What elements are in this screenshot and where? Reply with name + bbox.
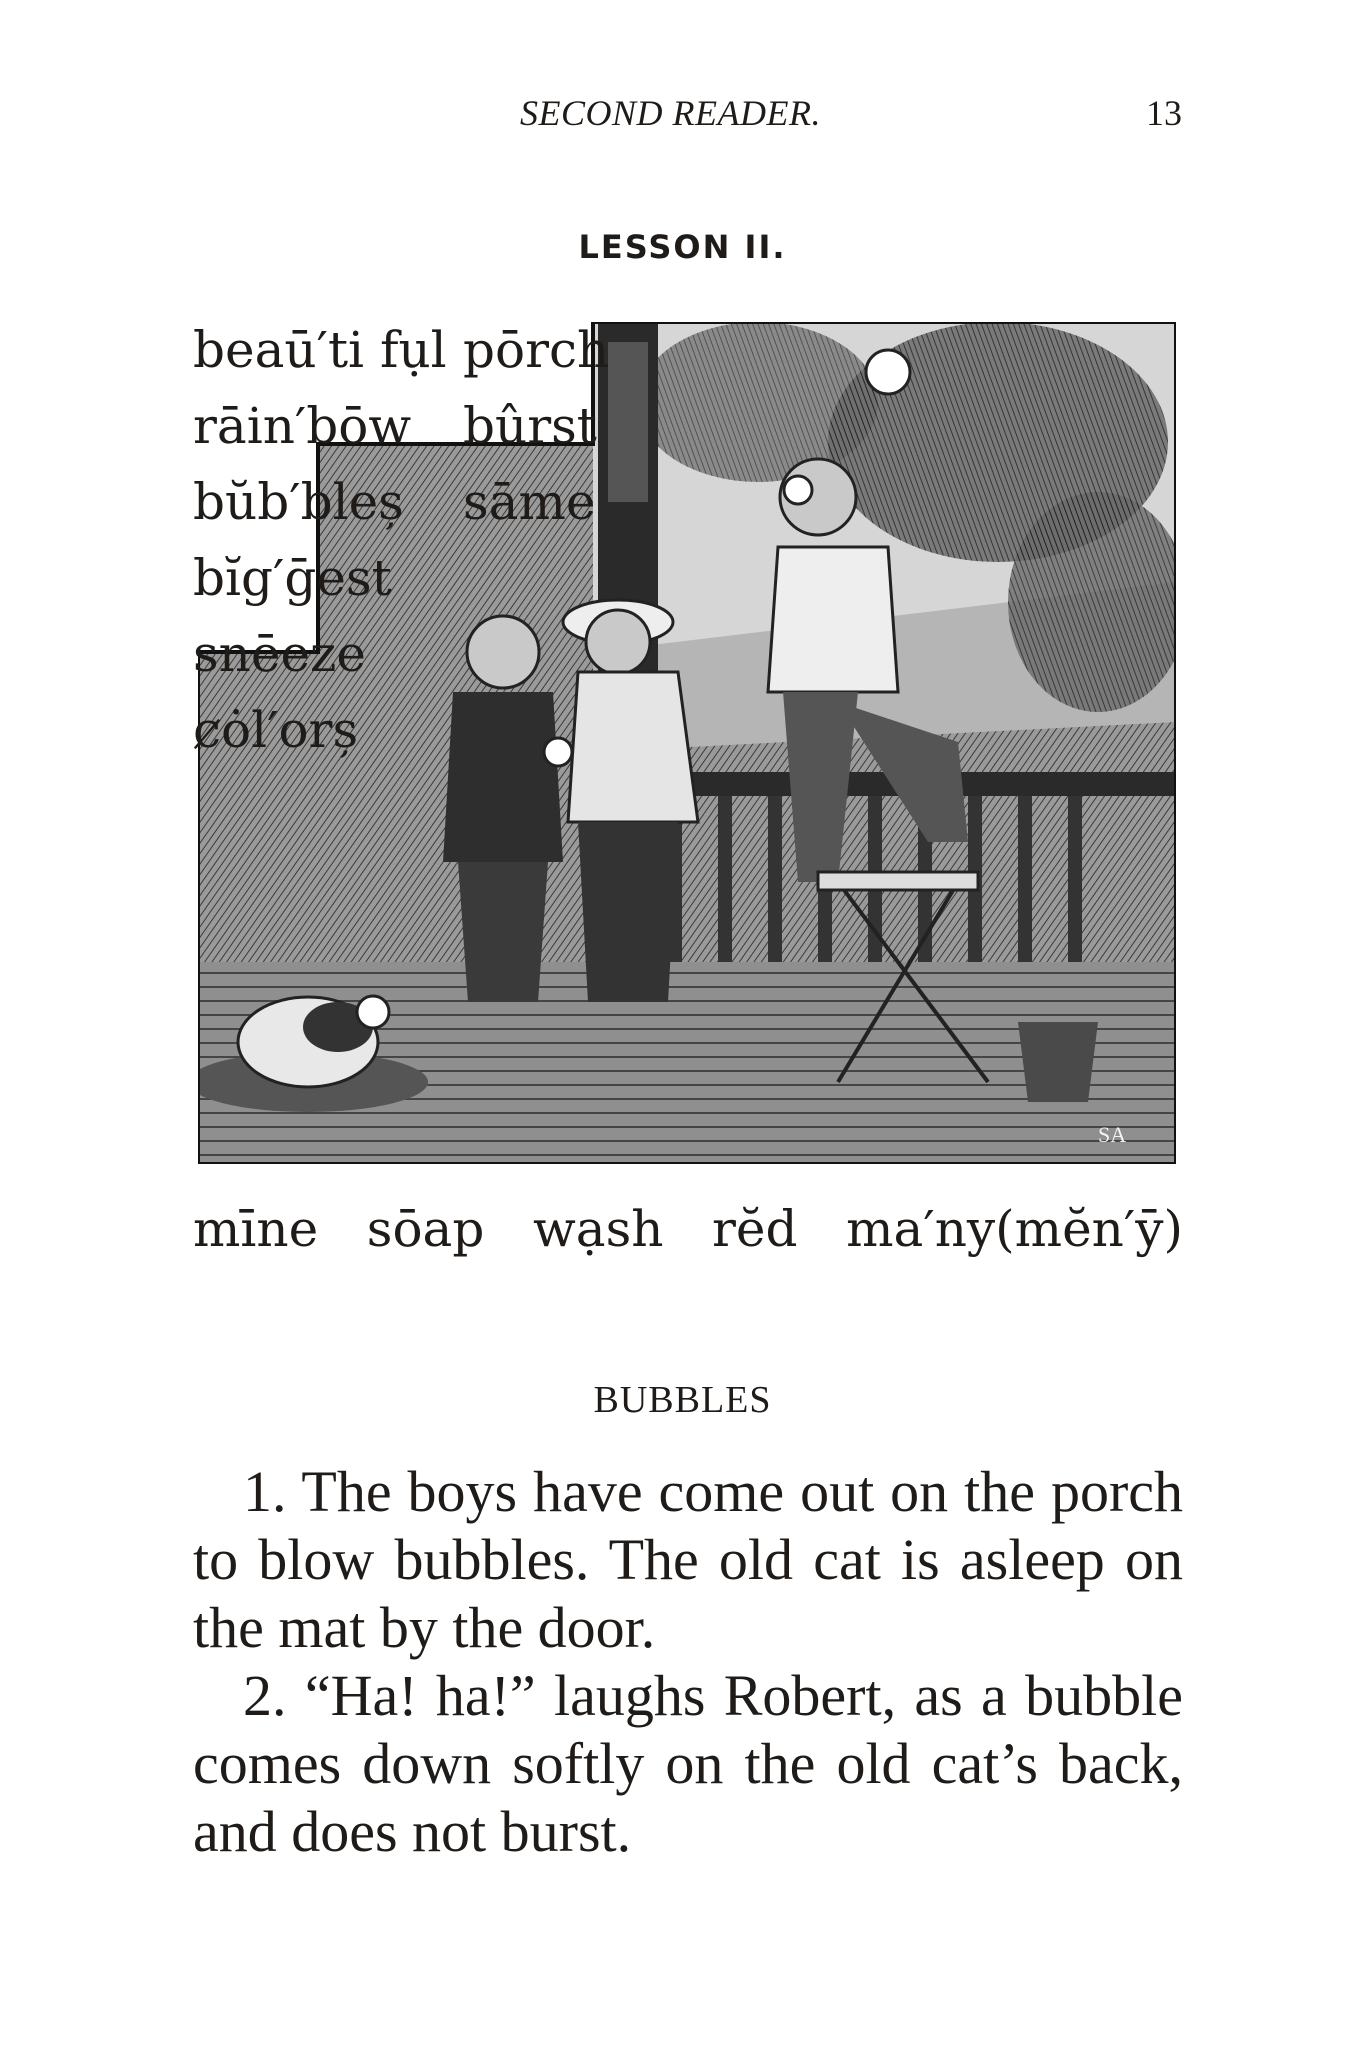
running-title: SECOND READER. — [520, 93, 821, 133]
vocab-word: wạsh — [532, 1200, 664, 1258]
vocab-word: beaū′ti fụl — [193, 321, 447, 379]
vocab-row — [193, 312, 610, 388]
vocab-row — [193, 388, 597, 464]
vocab-row — [193, 692, 447, 768]
vocab-row — [193, 616, 447, 692]
vocabulary-list-top — [193, 312, 610, 768]
running-head — [0, 92, 1365, 142]
story-body — [193, 1458, 1183, 1866]
vocab-word: bûrst — [463, 397, 597, 455]
vocabulary-list-bottom — [193, 1200, 1183, 1258]
story-paragraph: 2. “Ha! ha!” laughs Robert, as a bubble comes down softly on the old cat’s back, and does not burst. — [193, 1663, 1183, 1864]
vocab-word: snēeze — [193, 625, 366, 683]
story-title: BUBBLES — [593, 1379, 772, 1421]
artist-signature: SA — [1098, 1122, 1127, 1147]
vocab-word: ȼȯl′orș — [193, 701, 359, 759]
vocab-word: rāin′bōw — [193, 397, 412, 455]
page-number: 13 — [1146, 93, 1182, 133]
vocab-word: sāme — [463, 473, 596, 531]
vocab-word: sōap — [366, 1200, 485, 1258]
vocab-word: pōrch — [463, 321, 610, 379]
vocab-word: rĕd — [712, 1200, 798, 1258]
vocab-word: bŭb′bleș — [193, 473, 404, 531]
plant-pot — [1018, 1022, 1098, 1102]
vocab-row — [193, 464, 596, 540]
vocab-word: bĭg′ḡest — [193, 549, 392, 607]
vocab-row — [193, 540, 447, 616]
vocab-word: ma′ny(mĕn′ȳ) — [846, 1200, 1183, 1258]
vocab-word: mīne — [193, 1200, 319, 1258]
lesson-heading: LESSON II. — [578, 228, 787, 266]
story-paragraph: 1. The boys have come out on the porch to blow bubbles. The old cat is asleep on the mat by the door. — [193, 1459, 1183, 1660]
